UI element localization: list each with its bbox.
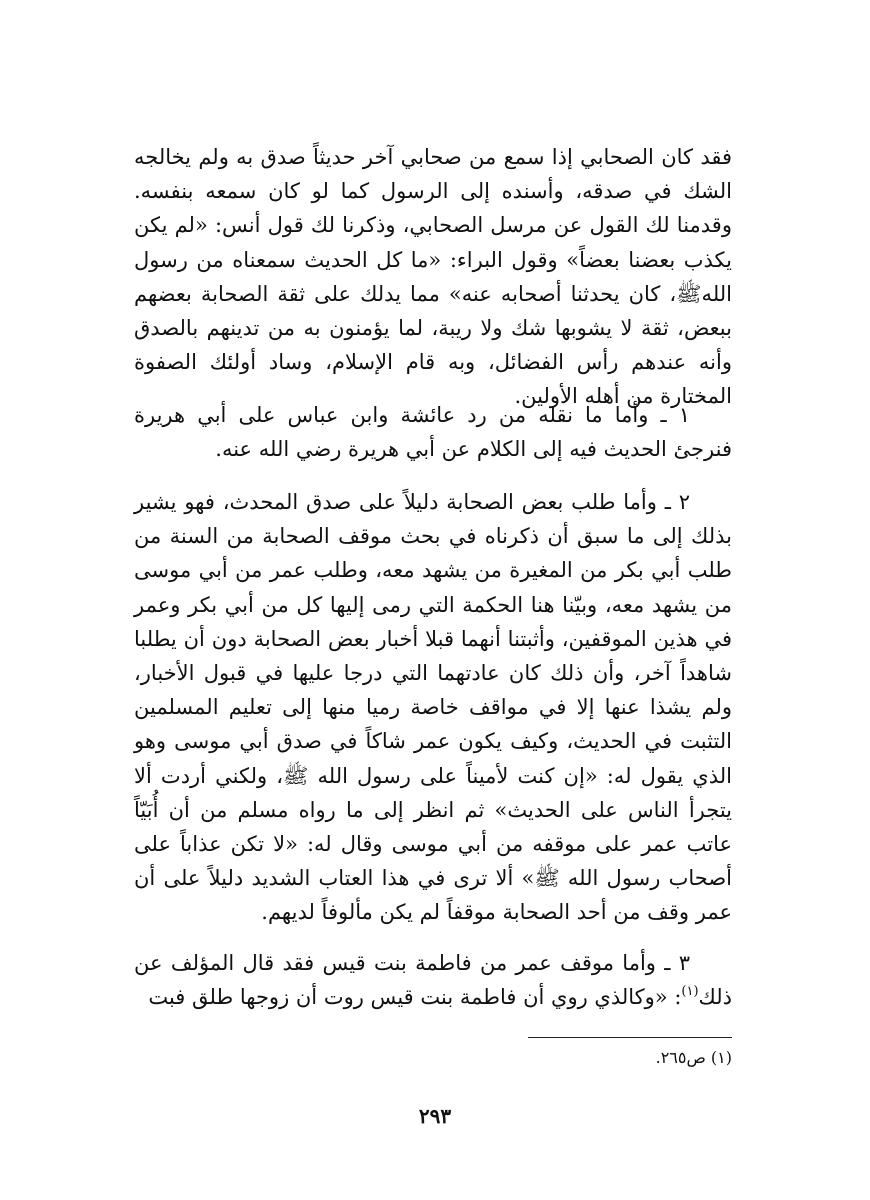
body-paragraph-2 [134, 398, 732, 466]
body-paragraph-4 [134, 946, 732, 1014]
paragraph-text-part: ٣ ـ وأما موقف عمر من فاطمة بنت قيس فقد قال المؤلف عن ذلك [134, 951, 732, 1010]
body-paragraph-1 [134, 140, 732, 414]
footnote: (١) ص٢٦٥. [655, 1048, 732, 1067]
footnote-reference: (١) [681, 984, 699, 1000]
paragraph-text: ٢ ـ وأما طلب بعض الصحابة دليلاً على صدق المحدث، فهو يشير بذلك إلى ما سبق أن ذكرناه في بحث موقف الصحابة من السنة من طلب أبي بكر من المغيرة من يشهد معه، وطلب عمر من أبي موسى من يشهد معه، وبيّنا هنا الحكمة التي رمى إليها كل من أبي بكر وعمر في هذين الموقفين، وأثبتنا أنهما قبلا أخبار بعض الصحابة دون أن يطلبا شاهداً آخر، وأن ذلك كان عادتهما التي درجا عليها في قبول الأخبار، ولم يشذا عنها إلا في مواقف خاصة رميا منها إلى تعليم المسلمين التثبت في الحديث، وكيف يكون عمر شاكاً في صدق أبي موسى وهو الذي يقول له: «إن كنت لأميناً على رسول الله ﷺ، ولكني أردت ألا يتجرأ الناس على الحديث» ثم انظر إلى ما رواه مسلم من أن أُبَيّاً عاتب عمر على موقفه من أبي موسى وقال له: «لا تكن عذاباً على أصحاب رسول الله ﷺ» ألا ترى في هذا العتاب الشديد دليلاً على أن عمر وقف من أحد الصحابة موقفاً لم يكن مألوفاً لديهم. [134, 490, 732, 925]
paragraph-text [134, 946, 732, 1014]
body-paragraph-3 [134, 485, 732, 930]
paragraph-text-part: : «وكالذي روي أن فاطمة بنت قيس روت أن زوجها طلق فبت [148, 985, 682, 1010]
page-number: ٢٩٣ [418, 1104, 452, 1128]
paragraph-text: ١ ـ وأما ما نقله من رد عائشة وابن عباس على أبي هريرة فنرجئ الحديث فيه إلى الكلام عن أبي هريرة رضي الله عنه. [134, 403, 732, 462]
footnote-separator [528, 1037, 732, 1038]
paragraph-text: فقد كان الصحابي إذا سمع من صحابي آخر حديثاً صدق به ولم يخالجه الشك في صدقه، وأسنده إلى الرسول كما لو كان سمعه بنفسه. وقدمنا لك القول عن مرسل الصحابي، وذكرنا لك قول أنس: «لم يكن يكذب بعضنا بعضاً» وقول البراء: «ما كل الحديث سمعناه من رسول اللهﷺ، كان يحدثنا أصحابه عنه» مما يدلك على ثقة الصحابة بعضهم ببعض، ثقة لا يشوبها شك ولا ريبة، لما يؤمنون به من تدينهم بالصدق وأنه عندهم رأس الفضائل، وبه قام الإسلام، وساد أولئك الصفوة المختارة من أهله الأولين. [134, 145, 732, 409]
